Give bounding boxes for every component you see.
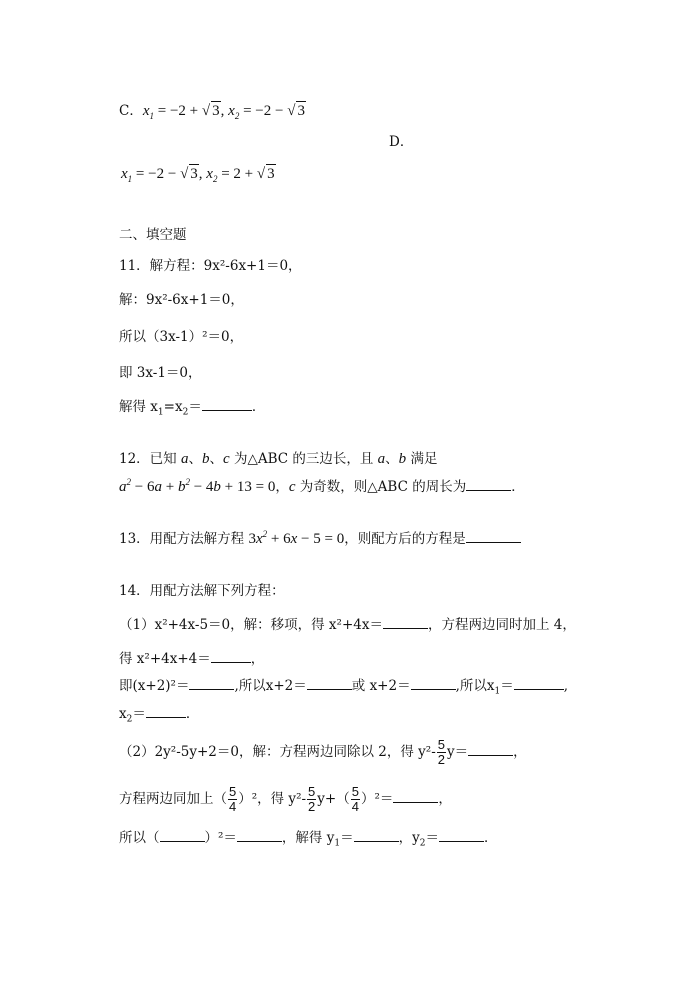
q12-equation: $a^2 - 6a + b^2 - 4b + 13 = 0$ [119,477,276,495]
fraction: $\frac{5}{2}$ [437,737,445,767]
section-title: 二、填空题 [119,227,187,243]
answer-blank[interactable] [160,829,205,842]
answer-blank[interactable] [466,530,521,543]
q14-part2-line3: 所以（ ）²＝ ，解得 $y_1=$ ，$y_2=$ ． [119,830,498,849]
q14-part1-line3: 即(x+2)²＝ ,所以x+2＝ 或 x+2＝ ,所以$x_1=$ , [119,678,569,697]
option-d-label: D． [389,134,414,150]
answer-blank[interactable] [439,829,484,842]
answer-blank[interactable] [189,677,234,690]
q11-line5: 解得 $x_1=x_2=$ ． [119,399,266,418]
q11-line1: 11．解方程：9x²-6x+1＝0， [119,258,302,274]
answer-blank[interactable] [211,650,251,663]
answer-blank[interactable] [146,705,186,718]
answer-blank[interactable] [468,743,513,756]
answer-blank[interactable] [514,677,564,690]
option-d-formula: $x_1 = -2$ − √ 3, $x_2 = 2$ + √ 3 [121,166,275,184]
q14-part1-line4: $x_2=$ ． [119,706,200,725]
q11-line3: 所以（3x-1）²＝0， [119,329,244,345]
q14-part1-line1: （1）x²+4x-5＝0，解：移项，得 x²+4x＝ ，方程两边同时加上 4， [119,617,576,633]
q14-part2-line2: 方程两边同加上（ $\frac{5}{4}$ ）²，得 y²- $\frac{5}{2}$ y+（ $\frac{5}{4}$ ）²＝ ， [119,784,452,814]
answer-blank[interactable] [307,677,352,690]
fraction: $\frac{5}{4}$ [229,784,237,814]
fraction: $\frac{5}{2}$ [308,784,316,814]
q13-equation: $3x^2 + 6x - 5 = 0$ [248,529,345,547]
q12-line1: 12．已知 a、b、c 为△ABC 的三边长，且 a、b 满足 [119,451,438,467]
answer-blank[interactable] [393,790,438,803]
answer-blank[interactable] [411,677,456,690]
fraction: $\frac{5}{4}$ [351,784,359,814]
q11-line4: 即 3x-1＝0， [119,365,202,381]
q13-line: 13．用配方法解方程 $3x^2 + 6x - 5 = 0$，则配方后的方程是 [119,530,521,548]
q12-line2: $a^2 - 6a + b^2 - 4b + 13 = 0$，c 为奇数，则△ABC 的周长为 ． [119,477,525,495]
option-c-formula: $x_1 = -2$ + √ 3, $x_2 = -2$ − √ 3 [142,103,305,121]
answer-blank[interactable] [466,478,511,491]
option-c: C．$x_1 = -2$ + √ 3, $x_2 = -2$ − √ 3 [119,103,305,121]
answer-blank[interactable] [237,829,282,842]
q14-title: 14．用配方法解下列方程： [119,583,285,599]
q11-line2: 解：9x²-6x+1＝0， [119,292,244,308]
q14-part1-line2: 得 x²+4x+4＝ ， [119,651,265,667]
answer-blank[interactable] [383,616,428,629]
answer-blank[interactable] [354,829,399,842]
answer-blank[interactable] [202,398,252,411]
q14-part2-line1: （2）2y²-5y+2＝0，解：方程两边同除以 2，得 y²- $\frac{5}{2}$ y＝ ， [119,737,527,767]
